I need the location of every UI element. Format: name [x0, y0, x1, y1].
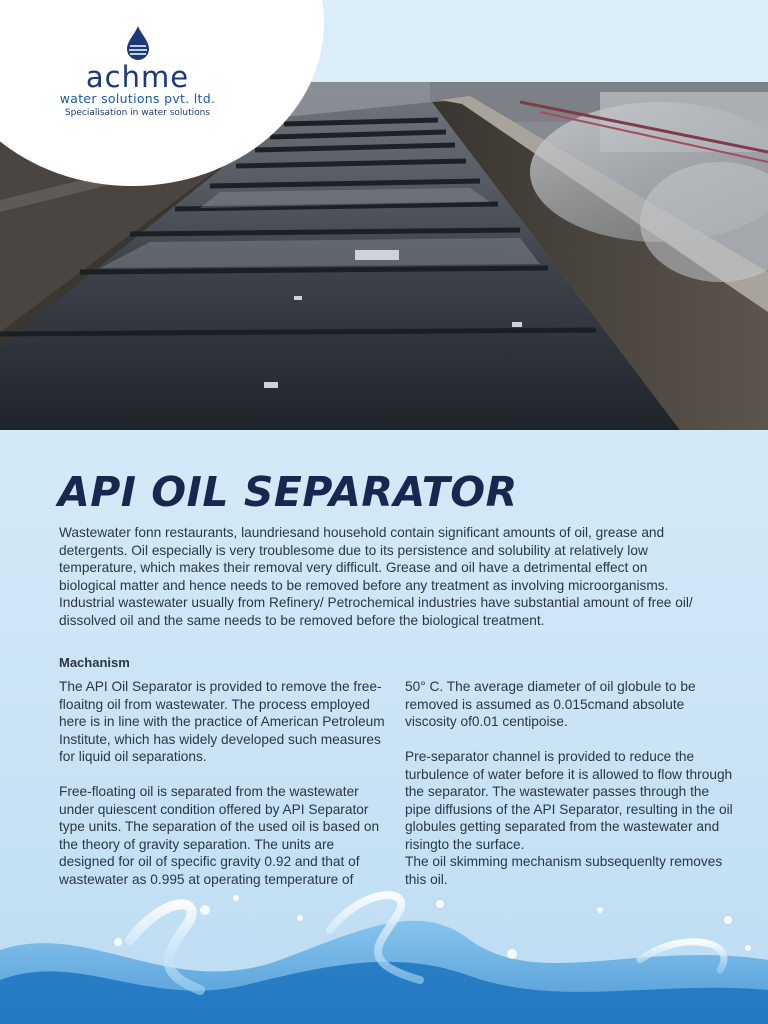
company-logo	[30, 26, 245, 119]
right-column	[405, 678, 735, 906]
page-title: API OIL SEPARATOR	[58, 468, 518, 516]
left-paragraph: Free-floating oil is separated from the wastewater under quiescent condition offered by API Separator type units. The separation of the used oil is based on the theory of gravity separation. The units are designed for oil of specific gravity 0.92 and that of wastewater as 0.995 at operating temperature of	[59, 784, 380, 887]
brand-tagline: Specialisation in water solutions	[64, 108, 211, 118]
water-drop-icon	[127, 26, 149, 60]
section-heading: Machanism	[59, 655, 130, 670]
intro-paragraph: Wastewater fonn restaurants, laundriesand household contain significant amounts of oil, grease and detergents. Oil especially is very troublesome due to its persistence and solubility at relatively low temperature, which makes their removal very difficult. Grease and oil have a detrimental effect on biological matter and hence needs to be removed before any treatment as involving microorganisms. Industrial wastewater usually from Refinery/ Petrochemical industries have substantial amount of free oil/ dissolved oil and the same needs to be removed before the biological treatment.	[59, 525, 693, 628]
right-paragraph: Pre-separator channel is provided to reduce the turbulence of water before it is allowed to flow through the separator. The wastewater passes through the pipe diffusions of the API Separator, resulting in the oil globules getting separated from the wastewater and risingto the surface.	[405, 749, 733, 852]
brand-name: achme	[85, 60, 190, 94]
left-column	[59, 678, 389, 906]
left-paragraph: The API Oil Separator is provided to remove the free-floaitng oil from wastewater. The process employed here is in line with the practice of American Petroleum Institute, which has widely developed such measures for liquid oil separations.	[59, 679, 385, 764]
brand-subtitle: water solutions pvt. ltd.	[59, 91, 216, 106]
right-paragraph: 50° C. The average diameter of oil globule to be removed is assumed as 0.015cmand absolute viscosity of0.01 centipoise.	[405, 679, 696, 729]
right-paragraph: The oil skimming mechanism subsequenlty removes this oil.	[405, 854, 723, 887]
water-wave-decoration	[0, 880, 768, 1024]
